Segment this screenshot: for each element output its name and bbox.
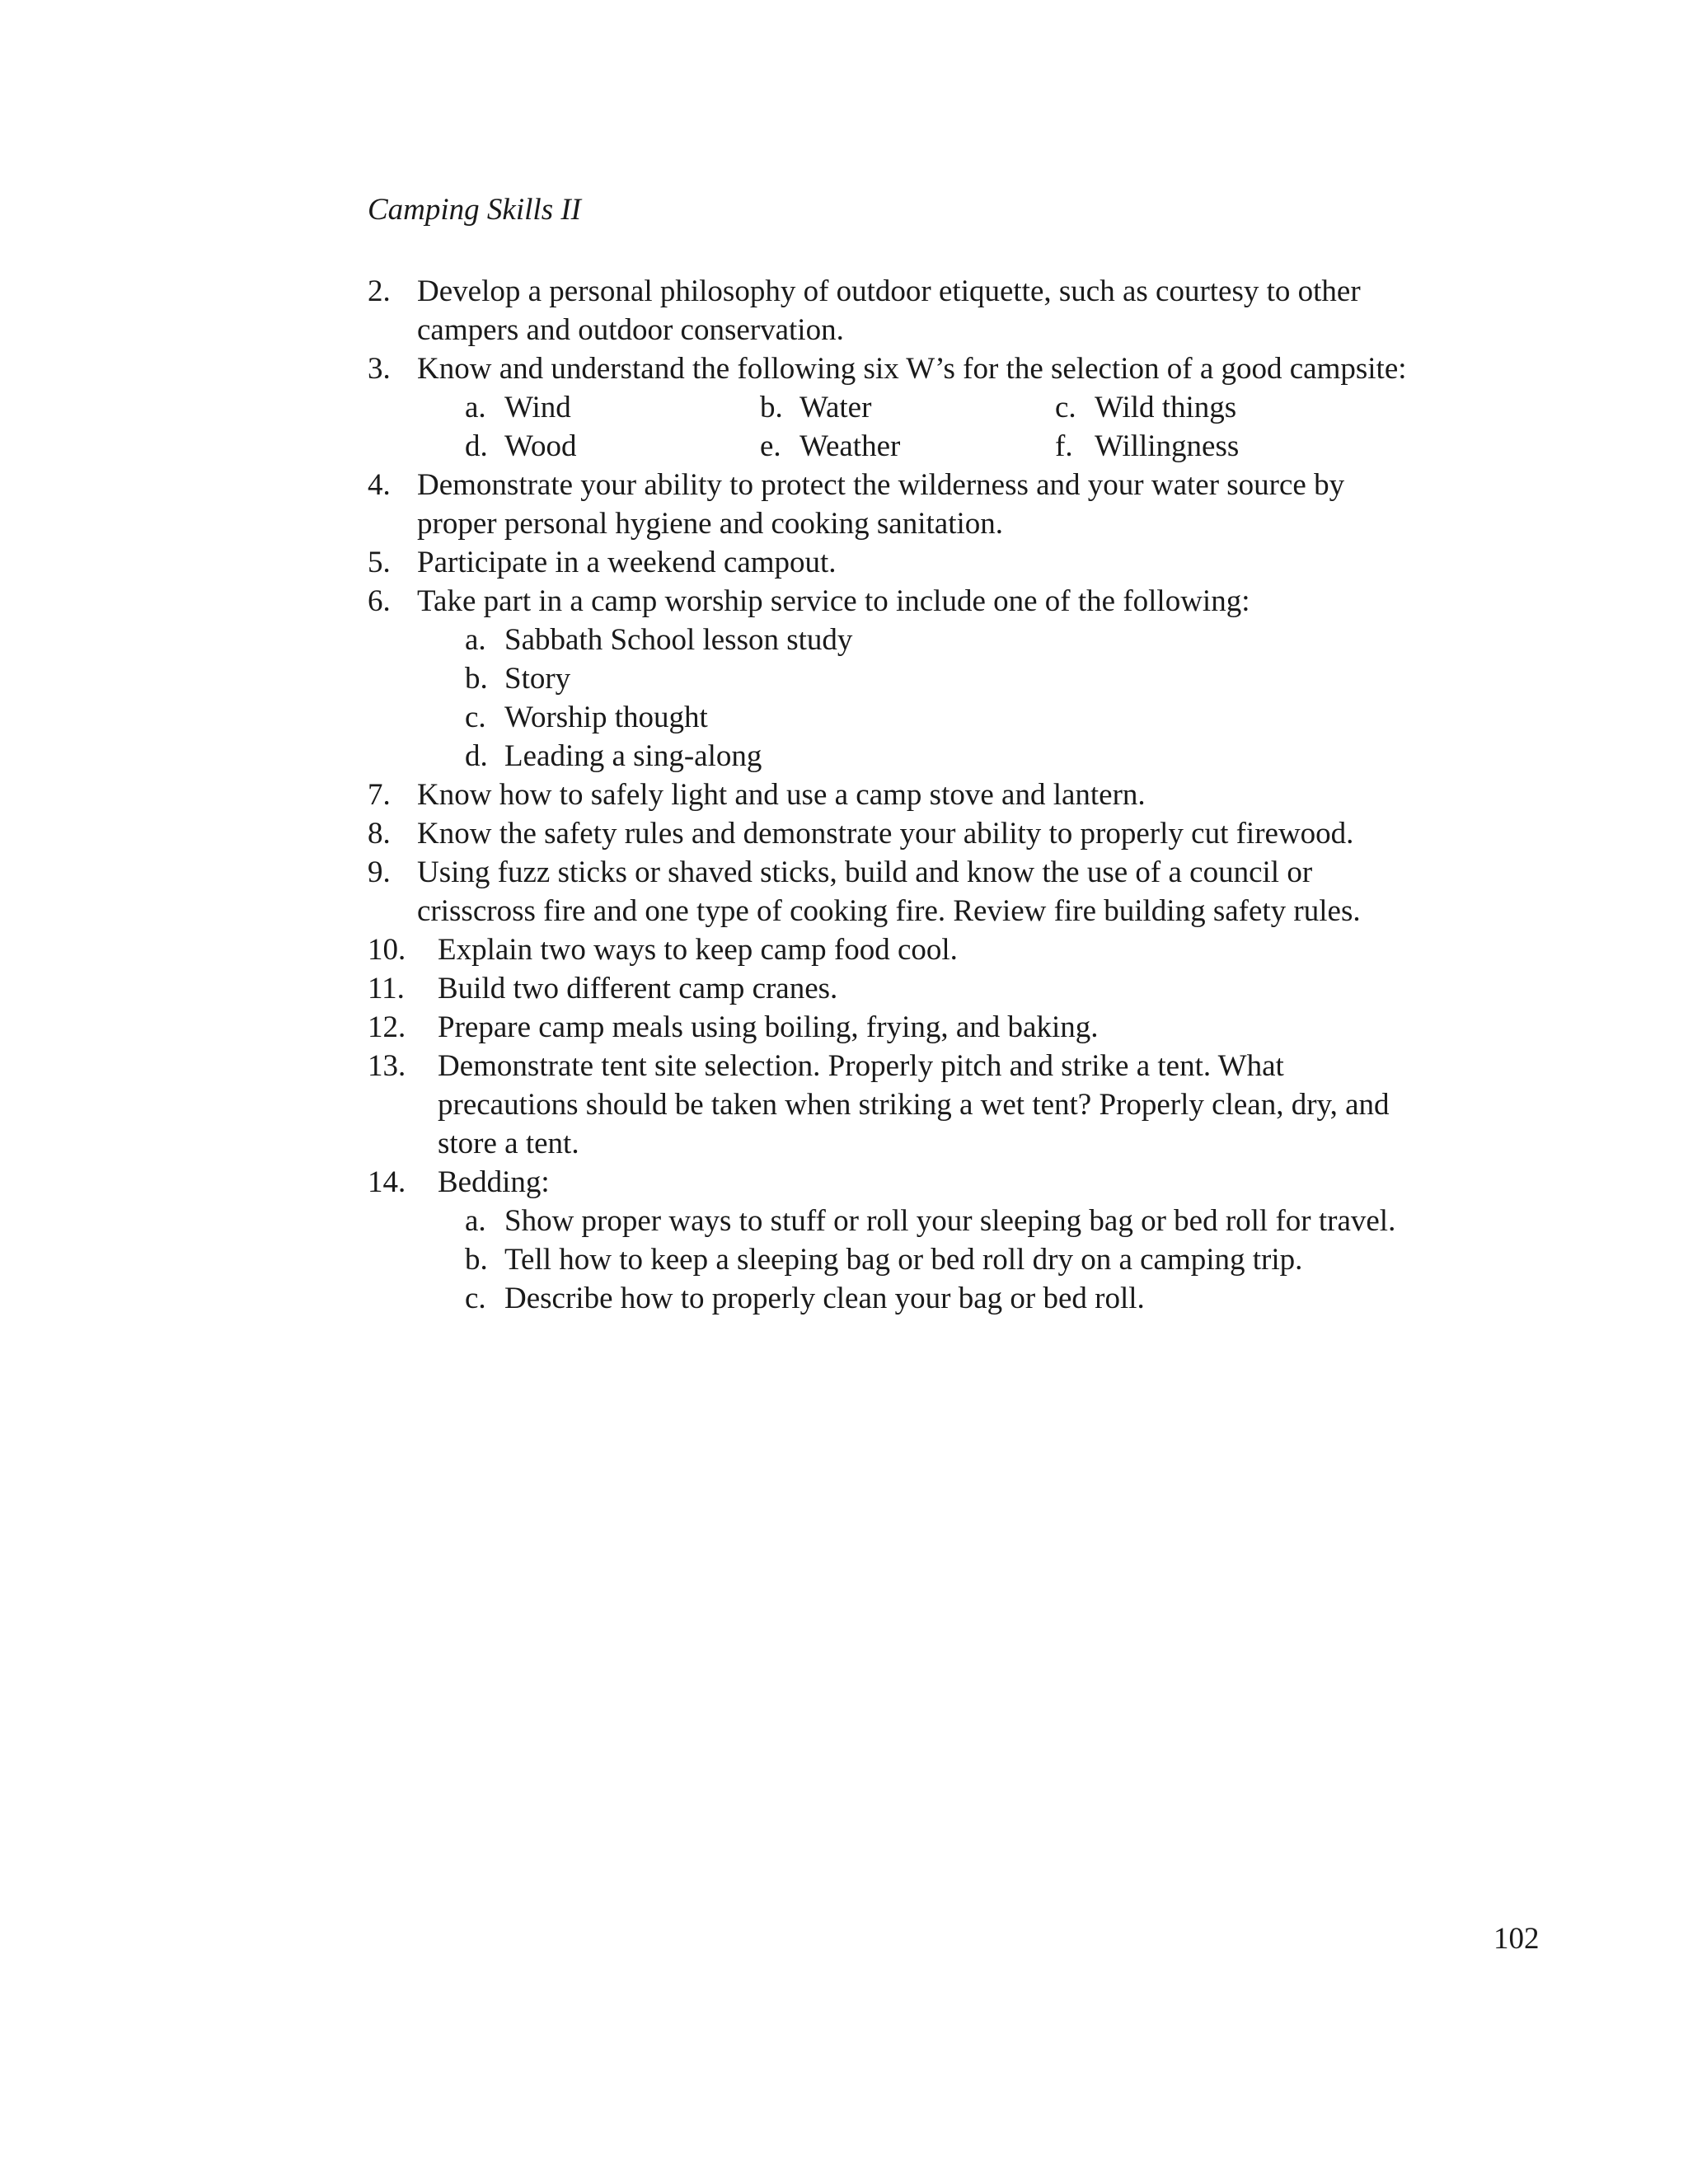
subitem-text: Show proper ways to stuff or roll your sleeping bag or bed roll for travel. — [504, 1204, 1396, 1238]
item-text-line: Know the safety rules and demonstrate your ability to properly cut firewood. — [417, 817, 1354, 851]
list-item — [368, 1047, 1538, 1163]
list-item — [368, 272, 1538, 349]
item-text — [409, 776, 1146, 814]
w-grid-cell — [465, 427, 760, 466]
subitem-text: Story — [504, 662, 571, 696]
subitem-letter: d. — [465, 739, 488, 773]
subitem-letter: a. — [465, 623, 486, 657]
subitem-letter: c. — [465, 1282, 486, 1315]
list-item — [368, 969, 1538, 1008]
item-text-line: Explain two ways to keep camp food cool. — [438, 933, 958, 967]
item-text-line: Build two different camp cranes. — [438, 972, 838, 1005]
subitem-letter: b. — [465, 1243, 488, 1277]
item-number: 5. — [368, 546, 391, 579]
item-text-line: Take part in a camp worship service to include one of the following: — [417, 584, 1250, 618]
item-text-line: Demonstrate your ability to protect the wilderness and your water source by — [417, 468, 1345, 502]
list-item — [368, 1163, 1538, 1202]
item-text — [409, 543, 837, 582]
subitem — [368, 659, 1538, 698]
subitem-text: Water — [799, 391, 872, 424]
subitem-text: Worship thought — [504, 701, 708, 734]
subitem-letter: a. — [465, 1204, 486, 1238]
subitem-letter: f. — [1055, 429, 1073, 463]
subitem-text: Tell how to keep a sleeping bag or bed roll dry on a camping trip. — [504, 1243, 1303, 1277]
item-number: 6. — [368, 584, 391, 618]
subitem-text: Sabbath School lesson study — [504, 623, 853, 657]
item-number: 7. — [368, 778, 391, 812]
item-number: 3. — [368, 352, 391, 386]
subitem-letter: e. — [760, 429, 781, 463]
item-text-line: precautions should be taken when striking a wet tent? Properly clean, dry, and — [438, 1088, 1390, 1122]
subitem — [368, 621, 1538, 659]
item-text — [425, 930, 958, 969]
item-text — [425, 1008, 1098, 1047]
item-text-line: proper personal hygiene and cooking sanitation. — [417, 507, 1004, 541]
requirements-list — [368, 272, 1538, 1318]
item-text-line: crisscross fire and one type of cooking fire. Review fire building safety rules. — [417, 894, 1361, 928]
w-grid-row — [368, 427, 1538, 466]
item-number: 14. — [368, 1165, 406, 1199]
item-number: 2. — [368, 274, 391, 308]
subitem — [368, 1202, 1538, 1240]
item-text-line: Participate in a weekend campout. — [417, 546, 837, 579]
item-text — [409, 272, 1361, 349]
list-item — [368, 853, 1538, 930]
w-grid-cell — [465, 388, 760, 427]
subitem-letter: b. — [760, 391, 783, 424]
list-item — [368, 466, 1538, 543]
item-text-line: campers and outdoor conservation. — [417, 313, 844, 347]
item-number: 12. — [368, 1010, 406, 1044]
item-number: 4. — [368, 468, 391, 502]
subitem-text: Describe how to properly clean your bag or bed roll. — [504, 1282, 1145, 1315]
subitem-text: Weather — [799, 429, 901, 463]
item-text — [409, 466, 1344, 543]
list-item — [368, 776, 1538, 814]
item-number: 8. — [368, 817, 391, 851]
item-text-line: Know and understand the following six W’s for the selection of a good campsite: — [417, 352, 1407, 386]
item-text — [409, 853, 1361, 930]
list-item — [368, 1008, 1538, 1047]
item-text — [425, 969, 837, 1008]
list-item — [368, 814, 1538, 853]
subitem-text: Wild things — [1095, 391, 1237, 424]
subitem-letter: b. — [465, 662, 488, 696]
list-item — [368, 349, 1538, 388]
page-number: 102 — [1493, 1922, 1540, 1956]
item-text-line: store a tent. — [438, 1127, 579, 1160]
item-text-line: Using fuzz sticks or shaved sticks, build and know the use of a council or — [417, 855, 1313, 889]
item-text-line: Know how to safely light and use a camp stove and lantern. — [417, 778, 1146, 812]
item-number: 11. — [368, 972, 405, 1005]
item-text — [425, 1163, 550, 1202]
list-item — [368, 543, 1538, 582]
subitem-letter: d. — [465, 429, 488, 463]
list-item — [368, 930, 1538, 969]
item-text — [409, 349, 1407, 388]
subitem-letter: a. — [465, 391, 486, 424]
item-number: 10. — [368, 933, 406, 967]
item-text-line: Bedding: — [438, 1165, 550, 1199]
item-text-line: Demonstrate tent site selection. Properly pitch and strike a tent. What — [438, 1049, 1284, 1083]
list-item — [368, 582, 1538, 621]
item-number: 9. — [368, 855, 391, 889]
w-grid-cell — [760, 427, 1055, 466]
subitem-letter: c. — [1055, 391, 1076, 424]
subitem-text: Willingness — [1095, 429, 1240, 463]
w-grid-cell — [1055, 427, 1350, 466]
item-text-line: Prepare camp meals using boiling, frying, and baking. — [438, 1010, 1099, 1044]
item-text — [409, 814, 1353, 853]
w-grid-cell — [1055, 388, 1350, 427]
subitem — [368, 1240, 1538, 1279]
subitem — [368, 698, 1538, 737]
page-title: Camping Skills II — [368, 193, 581, 227]
subitem-text: Wind — [504, 391, 571, 424]
subitem-text: Leading a sing-along — [504, 739, 762, 773]
item-text — [409, 582, 1250, 621]
item-text-line: Develop a personal philosophy of outdoor etiquette, such as courtesy to other — [417, 274, 1361, 308]
subitem-letter: c. — [465, 701, 486, 734]
subitem — [368, 737, 1538, 776]
item-number: 13. — [368, 1049, 406, 1083]
subitem — [368, 1279, 1538, 1318]
w-grid-row — [368, 388, 1538, 427]
subitem-text: Wood — [504, 429, 577, 463]
item-text — [425, 1047, 1390, 1163]
w-grid-cell — [760, 388, 1055, 427]
